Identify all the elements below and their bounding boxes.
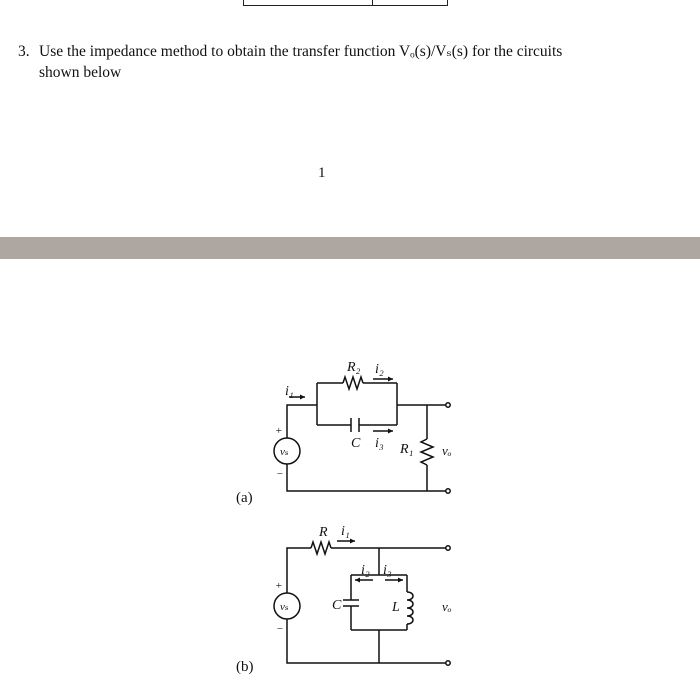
circuit-a-diagram: [255, 355, 470, 505]
circuit-a-c-label: C: [351, 436, 361, 451]
circuit-a-vo-label: vₒ: [442, 443, 452, 458]
circuit-a-i3-label: i₃: [375, 436, 384, 451]
table-cell-divider: [372, 0, 373, 6]
circuit-a-i2-label: i₂: [375, 362, 384, 377]
circuit-b-i2-label: i₂: [361, 563, 370, 578]
circuit-b-l-label: L: [392, 600, 400, 615]
problem-number: 3.: [18, 43, 30, 60]
circuit-a-r2-resistor: [343, 377, 363, 389]
circuit-b-label: (b): [236, 659, 254, 675]
circuit-b-plus-label: +: [275, 580, 283, 592]
circuit-b-wire-left-top: [287, 548, 311, 593]
circuit-b-vs-label: vₛ: [280, 601, 289, 613]
circuit-b-terminal-bottom: [446, 661, 450, 665]
circuit-b-i1-label: i₁: [341, 524, 350, 539]
circuit-b-capacitor: [343, 600, 359, 606]
page-break-bar: [0, 237, 700, 259]
circuit-a-terminal-bottom: [446, 489, 450, 493]
circuit-a-capacitor: [351, 418, 359, 432]
circuit-b-terminal-top: [446, 546, 450, 550]
circuit-b-inductor: [407, 592, 413, 624]
table-bottom-edge: [243, 0, 448, 6]
circuit-a-wire-bottom: [287, 464, 447, 491]
circuit-a-plus-label: +: [275, 425, 283, 437]
circuit-a-vs-label: vₛ: [280, 446, 289, 458]
problem-text-line-2: shown below: [39, 64, 122, 81]
circuit-b-r-resistor: [311, 542, 331, 554]
page-number: 1: [318, 165, 326, 181]
circuit-a-label: (a): [236, 490, 253, 506]
circuit-b-vo-label: vₒ: [442, 599, 452, 614]
circuit-a-r1-resistor: [421, 439, 433, 465]
circuit-a-r1-label: R₁: [400, 442, 414, 457]
circuit-a-r2-label: R₂: [347, 360, 361, 375]
circuit-b-minus-label: −: [276, 623, 284, 635]
circuit-b-r-label: R: [319, 525, 328, 540]
circuit-a-wire-left-top: [287, 405, 317, 438]
circuit-a-terminal-top: [446, 403, 450, 407]
circuit-a-minus-label: −: [276, 468, 284, 480]
circuit-b-diagram: [255, 520, 470, 675]
circuit-b-wire-bottom: [287, 619, 447, 663]
problem-text-line-1: Use the impedance method to obtain the transfer function Vₒ(s)/Vₛ(s) for the circuits: [39, 43, 563, 60]
circuit-a-i1-label: i₁: [285, 384, 294, 399]
circuit-b-c-label: C: [332, 598, 342, 613]
circuit-b-i3-label: i₃: [383, 563, 392, 578]
